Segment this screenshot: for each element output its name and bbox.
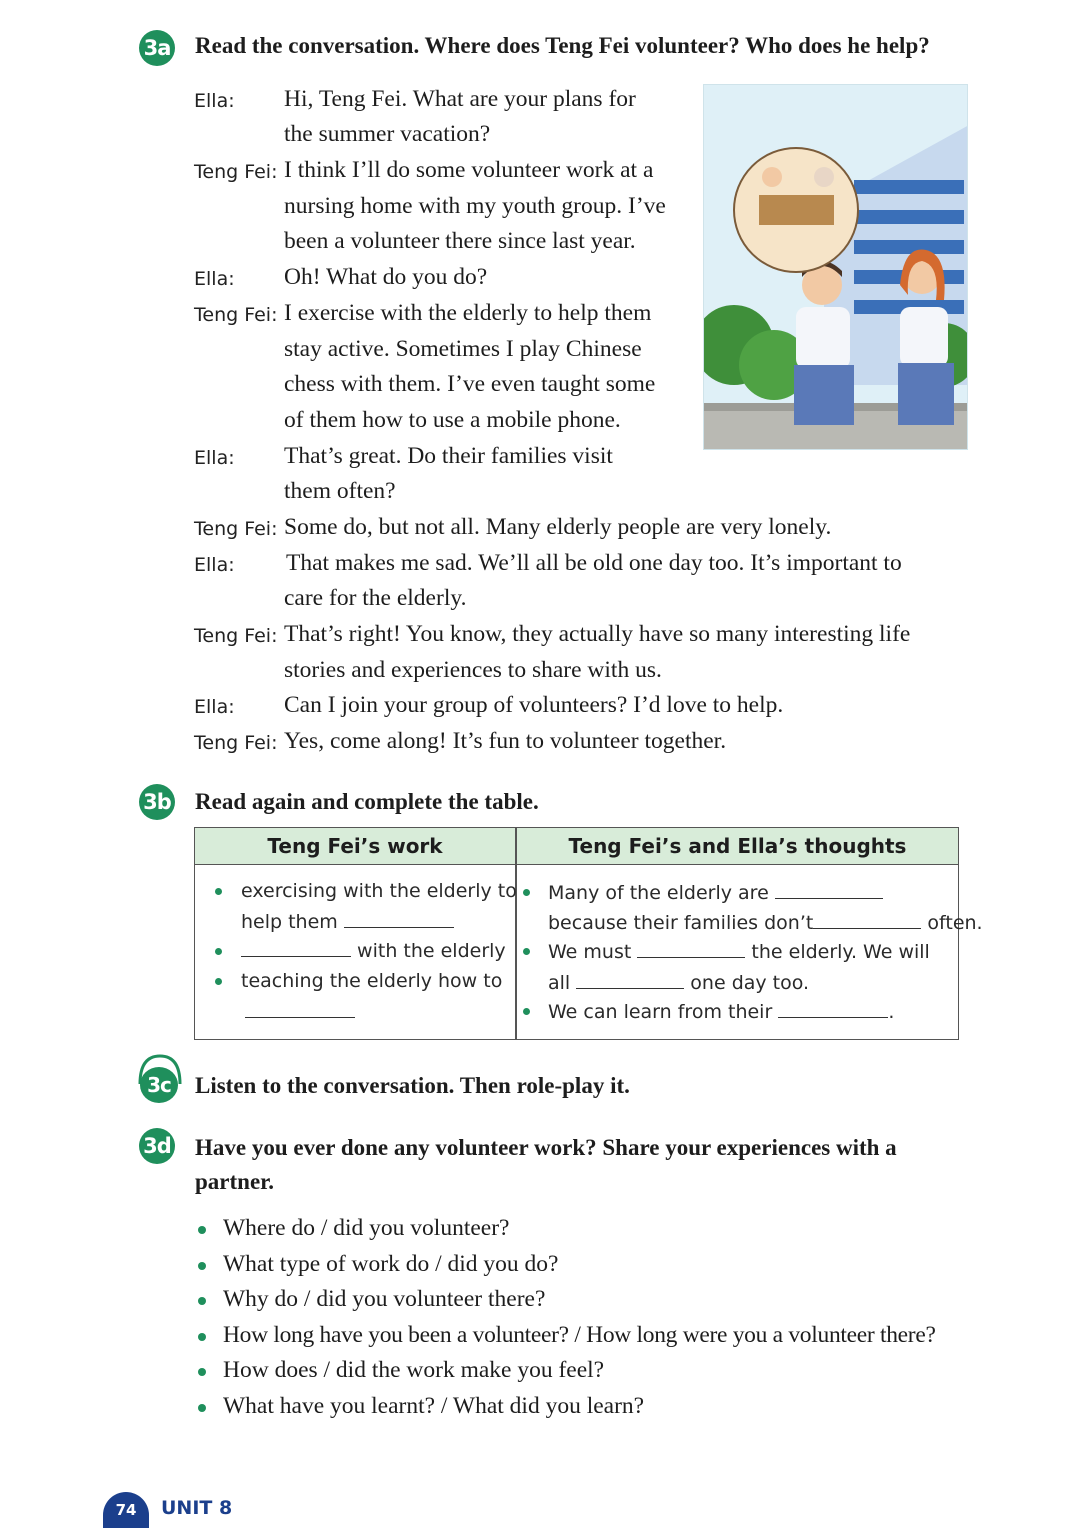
section-3d-instruction-line-1: Have you ever done any volunteer work? Share your experiences with a bbox=[195, 1135, 897, 1160]
thought-item-1-text-b: because their families don’t bbox=[548, 912, 814, 934]
bullet-dot bbox=[523, 948, 530, 955]
work-item-3: teaching the elderly how to bbox=[241, 970, 503, 992]
thought-item-3-period: . bbox=[888, 1001, 895, 1023]
speaker-label: Teng Fei: bbox=[194, 732, 278, 754]
thought-item-1-line-1 bbox=[548, 881, 883, 904]
dialogue-line: chess with them. I’ve even taught some bbox=[284, 371, 656, 397]
thought-item-1-line-2 bbox=[548, 911, 983, 934]
answer-blank[interactable] bbox=[637, 940, 745, 958]
bullet-dot bbox=[215, 948, 222, 955]
speaker-label: Ella: bbox=[194, 696, 235, 718]
bullet-dot bbox=[198, 1404, 206, 1412]
speaker-label: Teng Fei: bbox=[194, 518, 278, 540]
bullet-dot bbox=[215, 888, 222, 895]
question-item: Where do / did you volunteer? bbox=[223, 1215, 510, 1241]
speaker-label: Teng Fei: bbox=[194, 625, 278, 647]
bullet-dot bbox=[198, 1333, 206, 1341]
dialogue-line: That makes me sad. We’ll all be old one day too. It’s important to bbox=[286, 550, 902, 576]
question-item: Why do / did you volunteer there? bbox=[223, 1286, 546, 1312]
thought-item-2-line-1 bbox=[548, 940, 930, 963]
thought-item-3 bbox=[548, 1000, 894, 1023]
question-item: What have you learnt? / What did you learn? bbox=[223, 1393, 645, 1419]
work-item-3-blank-line bbox=[245, 1000, 355, 1023]
answer-blank[interactable] bbox=[576, 971, 684, 989]
table-header-work: Teng Fei’s work bbox=[267, 834, 443, 858]
section-3d-badge: 3d bbox=[139, 1128, 175, 1164]
thought-item-2-line-2 bbox=[548, 971, 809, 994]
section-3b-instruction: Read again and complete the table. bbox=[195, 789, 539, 814]
dialogue-line: care for the elderly. bbox=[284, 585, 467, 611]
work-item-1-text: help them bbox=[241, 911, 338, 933]
section-3a-instruction: Read the conversation. Where does Teng Fei volunteer? Who does he help? bbox=[195, 33, 930, 58]
question-item: What type of work do / did you do? bbox=[223, 1251, 559, 1277]
dialogue-line: them often? bbox=[284, 478, 396, 504]
illustration-scene bbox=[704, 85, 968, 450]
work-item-2 bbox=[241, 939, 506, 962]
bullet-dot bbox=[215, 978, 222, 985]
speaker-label: Teng Fei: bbox=[194, 161, 278, 183]
dialogue-line: That’s great. Do their families visit bbox=[284, 443, 613, 469]
work-item-2-text: with the elderly bbox=[357, 940, 506, 962]
section-3b-badge: 3b bbox=[139, 784, 175, 820]
bullet-dot bbox=[198, 1262, 206, 1270]
question-item: How does / did the work make you feel? bbox=[223, 1357, 605, 1383]
work-item-1-line-2 bbox=[241, 910, 454, 933]
dialogue-line: the summer vacation? bbox=[284, 121, 491, 147]
table-header-thoughts: Teng Fei’s and Ella’s thoughts bbox=[568, 834, 907, 858]
dialogue-line: stories and experiences to share with us. bbox=[284, 657, 662, 683]
thought-item-1-text: Many of the elderly are bbox=[548, 882, 769, 904]
dialogue-line: Hi, Teng Fei. What are your plans for bbox=[284, 86, 636, 112]
question-item: How long have you been a volunteer? / How long were you a volunteer there? bbox=[223, 1322, 936, 1348]
thought-item-2-text-c: all bbox=[548, 972, 571, 994]
thought-item-2-text-d: one day too. bbox=[690, 972, 810, 994]
dialogue-line: I think I’ll do some volunteer work at a bbox=[284, 157, 654, 183]
dialogue-line: been a volunteer there since last year. bbox=[284, 228, 636, 254]
dialogue-line: I exercise with the elderly to help them bbox=[284, 300, 652, 326]
speaker-label: Ella: bbox=[194, 554, 235, 576]
bullet-dot bbox=[523, 1008, 530, 1015]
speaker-label: Teng Fei: bbox=[194, 304, 278, 326]
dialogue-line: stay active. Sometimes I play Chinese bbox=[284, 336, 642, 362]
unit-label: UNIT 8 bbox=[161, 1497, 233, 1519]
completion-table bbox=[194, 827, 983, 1040]
answer-blank[interactable] bbox=[813, 911, 921, 929]
dialogue-line: of them how to use a mobile phone. bbox=[284, 407, 621, 433]
dialogue-line: Can I join your group of volunteers? I’d love to help. bbox=[284, 692, 784, 718]
dialogue-line: Oh! What do you do? bbox=[284, 264, 488, 290]
answer-blank[interactable] bbox=[344, 910, 454, 928]
conversation-illustration bbox=[703, 84, 968, 450]
bullet-dot bbox=[523, 889, 530, 896]
answer-blank[interactable] bbox=[775, 881, 883, 899]
section-3c-badge: 3c bbox=[140, 1067, 178, 1103]
answer-blank[interactable] bbox=[245, 1000, 355, 1018]
dialogue-line: Some do, but not all. Many elderly people are very lonely. bbox=[284, 514, 832, 540]
speaker-label: Ella: bbox=[194, 90, 235, 112]
answer-blank[interactable] bbox=[778, 1000, 888, 1018]
section-3a-badge: 3a bbox=[139, 30, 175, 66]
thought-item-2-text: We must bbox=[548, 941, 632, 963]
dialogue-line: nursing home with my youth group. I’ve bbox=[284, 193, 666, 219]
bullet-dot bbox=[198, 1226, 206, 1234]
work-item-1-line-1: exercising with the elderly to bbox=[241, 880, 517, 902]
thought-item-2-text-b: the elderly. We will bbox=[751, 941, 930, 963]
speaker-label: Ella: bbox=[194, 447, 235, 469]
bullet-dot bbox=[198, 1368, 206, 1376]
dialogue-line: That’s right! You know, they actually have so many interesting life bbox=[284, 621, 911, 647]
section-3d-instruction-line-2: partner. bbox=[195, 1169, 275, 1194]
speaker-label: Ella: bbox=[194, 268, 235, 290]
section-3c-instruction: Listen to the conversation. Then role-play it. bbox=[195, 1073, 630, 1098]
answer-blank[interactable] bbox=[241, 939, 351, 957]
page-number: 74 bbox=[103, 1492, 149, 1528]
dialogue-line: Yes, come along! It’s fun to volunteer together. bbox=[284, 728, 727, 754]
bullet-dot bbox=[198, 1297, 206, 1305]
thought-item-3-text: We can learn from their bbox=[548, 1001, 773, 1023]
thought-item-1-text-c: often. bbox=[927, 912, 983, 934]
